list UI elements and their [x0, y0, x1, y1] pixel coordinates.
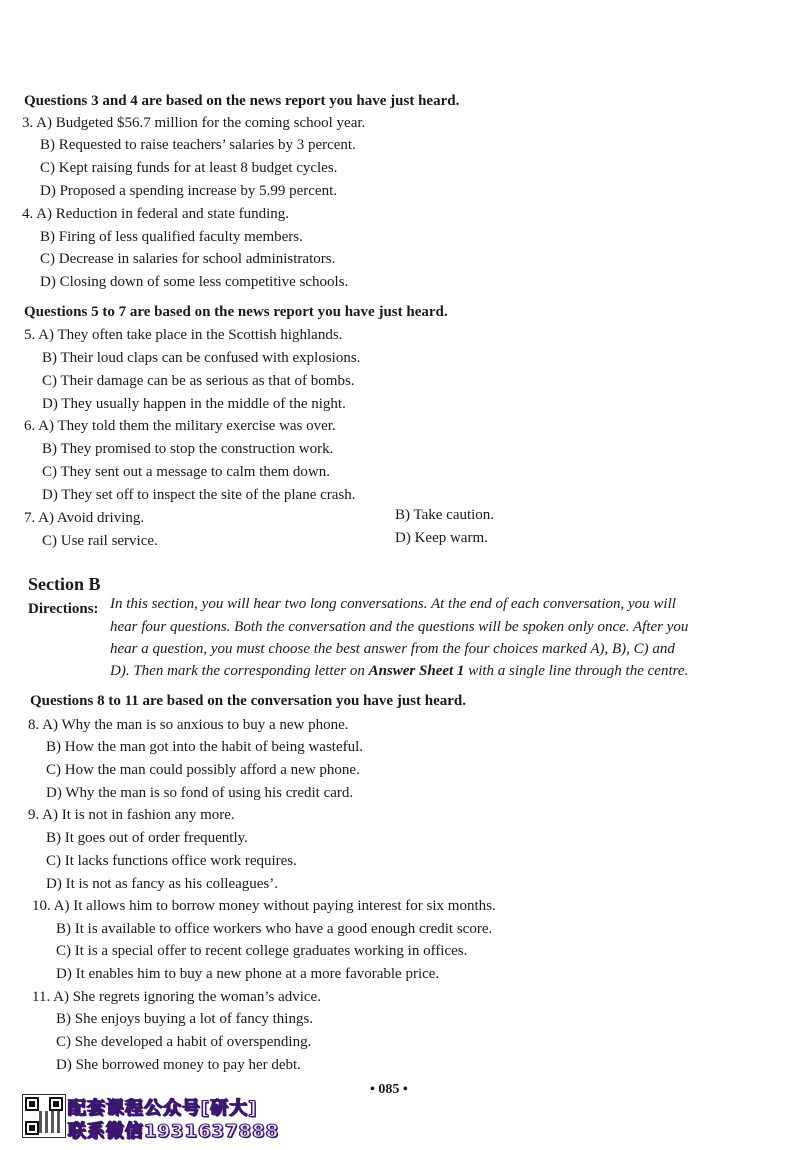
- q3-option-a: 3. A) Budgeted $56.7 million for the coming school year.: [22, 115, 366, 131]
- q5-option-a: 5. A) They often take place in the Scottish highlands.: [24, 327, 343, 343]
- q5-option-c: C) Their damage can be as serious as that of bombs.: [42, 373, 355, 389]
- q6-option-b: B) They promised to stop the construction work.: [42, 441, 334, 457]
- q8-option-b: B) How the man got into the habit of being wasteful.: [46, 739, 364, 755]
- q6-option-a: 6. A) They told them the military exercise was over.: [24, 418, 336, 434]
- promo-line-1: 配套课程公众号[研大]: [68, 1098, 258, 1119]
- q9-option-d: D) It is not as fancy as his colleagues’.: [46, 876, 279, 892]
- q4-option-c: C) Decrease in salaries for school administrators.: [40, 251, 336, 267]
- q8-option-a: 8. A) Why the man is so anxious to buy a new phone.: [28, 717, 349, 733]
- q10-option-b: B) It is available to office workers who have a good enough credit score.: [56, 921, 493, 937]
- qr-code-icon: [22, 1094, 66, 1138]
- directions-line-1: In this section, you will hear two long conversations. At the end of each conversation, you will: [110, 596, 676, 612]
- promo-line-2: 联系微信1931637888: [68, 1121, 280, 1142]
- q3-option-d: D) Proposed a spending increase by 5.99 percent.: [40, 183, 337, 199]
- q7-option-a: 7. A) Avoid driving.: [24, 510, 145, 526]
- page-number: • 085 •: [370, 1082, 408, 1097]
- q3-option-c: C) Kept raising funds for at least 8 budget cycles.: [40, 160, 338, 176]
- q8-option-c: C) How the man could possibly afford a new phone.: [46, 762, 360, 778]
- q7-option-d: D) Keep warm.: [395, 530, 488, 546]
- q11-option-b: B) She enjoys buying a lot of fancy things.: [56, 1011, 314, 1027]
- directions-line-2: hear four questions. Both the conversation and the questions will be spoken only once. After you: [110, 619, 689, 635]
- questions-8-11-header: Questions 8 to 11 are based on the conversation you have just heard.: [30, 693, 466, 709]
- directions-line-4-start: D). Then mark the corresponding letter on: [110, 663, 369, 679]
- q4-option-b: B) Firing of less qualified faculty members.: [40, 229, 303, 245]
- q9-option-c: C) It lacks functions office work requires.: [46, 853, 297, 869]
- directions-line-3: hear a question, you must choose the best answer from the four choices marked A), B), C) and: [110, 641, 675, 657]
- q6-option-d: D) They set off to inspect the site of the plane crash.: [42, 487, 356, 503]
- q4-option-d: D) Closing down of some less competitive schools.: [40, 274, 349, 290]
- directions-line-4-end: with a single line through the centre.: [464, 663, 689, 679]
- q4-option-a: 4. A) Reduction in federal and state funding.: [22, 206, 290, 222]
- q9-option-b: B) It goes out of order frequently.: [46, 830, 248, 846]
- directions-label: Directions:: [28, 601, 99, 617]
- q11-option-c: C) She developed a habit of overspending.: [56, 1034, 312, 1050]
- directions-line-4: [110, 662, 688, 680]
- answer-sheet-reference: Answer Sheet 1: [368, 663, 465, 679]
- q10-option-a: 10. A) It allows him to borrow money without paying interest for six months.: [32, 898, 496, 914]
- q11-option-a: 11. A) She regrets ignoring the woman’s advice.: [32, 989, 321, 1005]
- q10-option-d: D) It enables him to buy a new phone at a more favorable price.: [56, 966, 440, 982]
- q5-option-b: B) Their loud claps can be confused with explosions.: [42, 350, 361, 366]
- section-b-title: Section B: [28, 574, 101, 594]
- q6-option-c: C) They sent out a message to calm them down.: [42, 464, 330, 480]
- questions-3-4-header: Questions 3 and 4 are based on the news report you have just heard.: [24, 93, 460, 109]
- q7-option-b: B) Take caution.: [395, 507, 495, 523]
- q9-option-a: 9. A) It is not in fashion any more.: [28, 807, 235, 823]
- q5-option-d: D) They usually happen in the middle of the night.: [42, 396, 346, 412]
- q7-option-c: C) Use rail service.: [42, 533, 158, 549]
- q10-option-c: C) It is a special offer to recent college graduates working in offices.: [56, 943, 468, 959]
- q8-option-d: D) Why the man is so fond of using his credit card.: [46, 785, 354, 801]
- q11-option-d: D) She borrowed money to pay her debt.: [56, 1057, 301, 1073]
- q3-option-b: B) Requested to raise teachers’ salaries by 3 percent.: [40, 137, 356, 153]
- questions-5-7-header: Questions 5 to 7 are based on the news report you have just heard.: [24, 304, 448, 320]
